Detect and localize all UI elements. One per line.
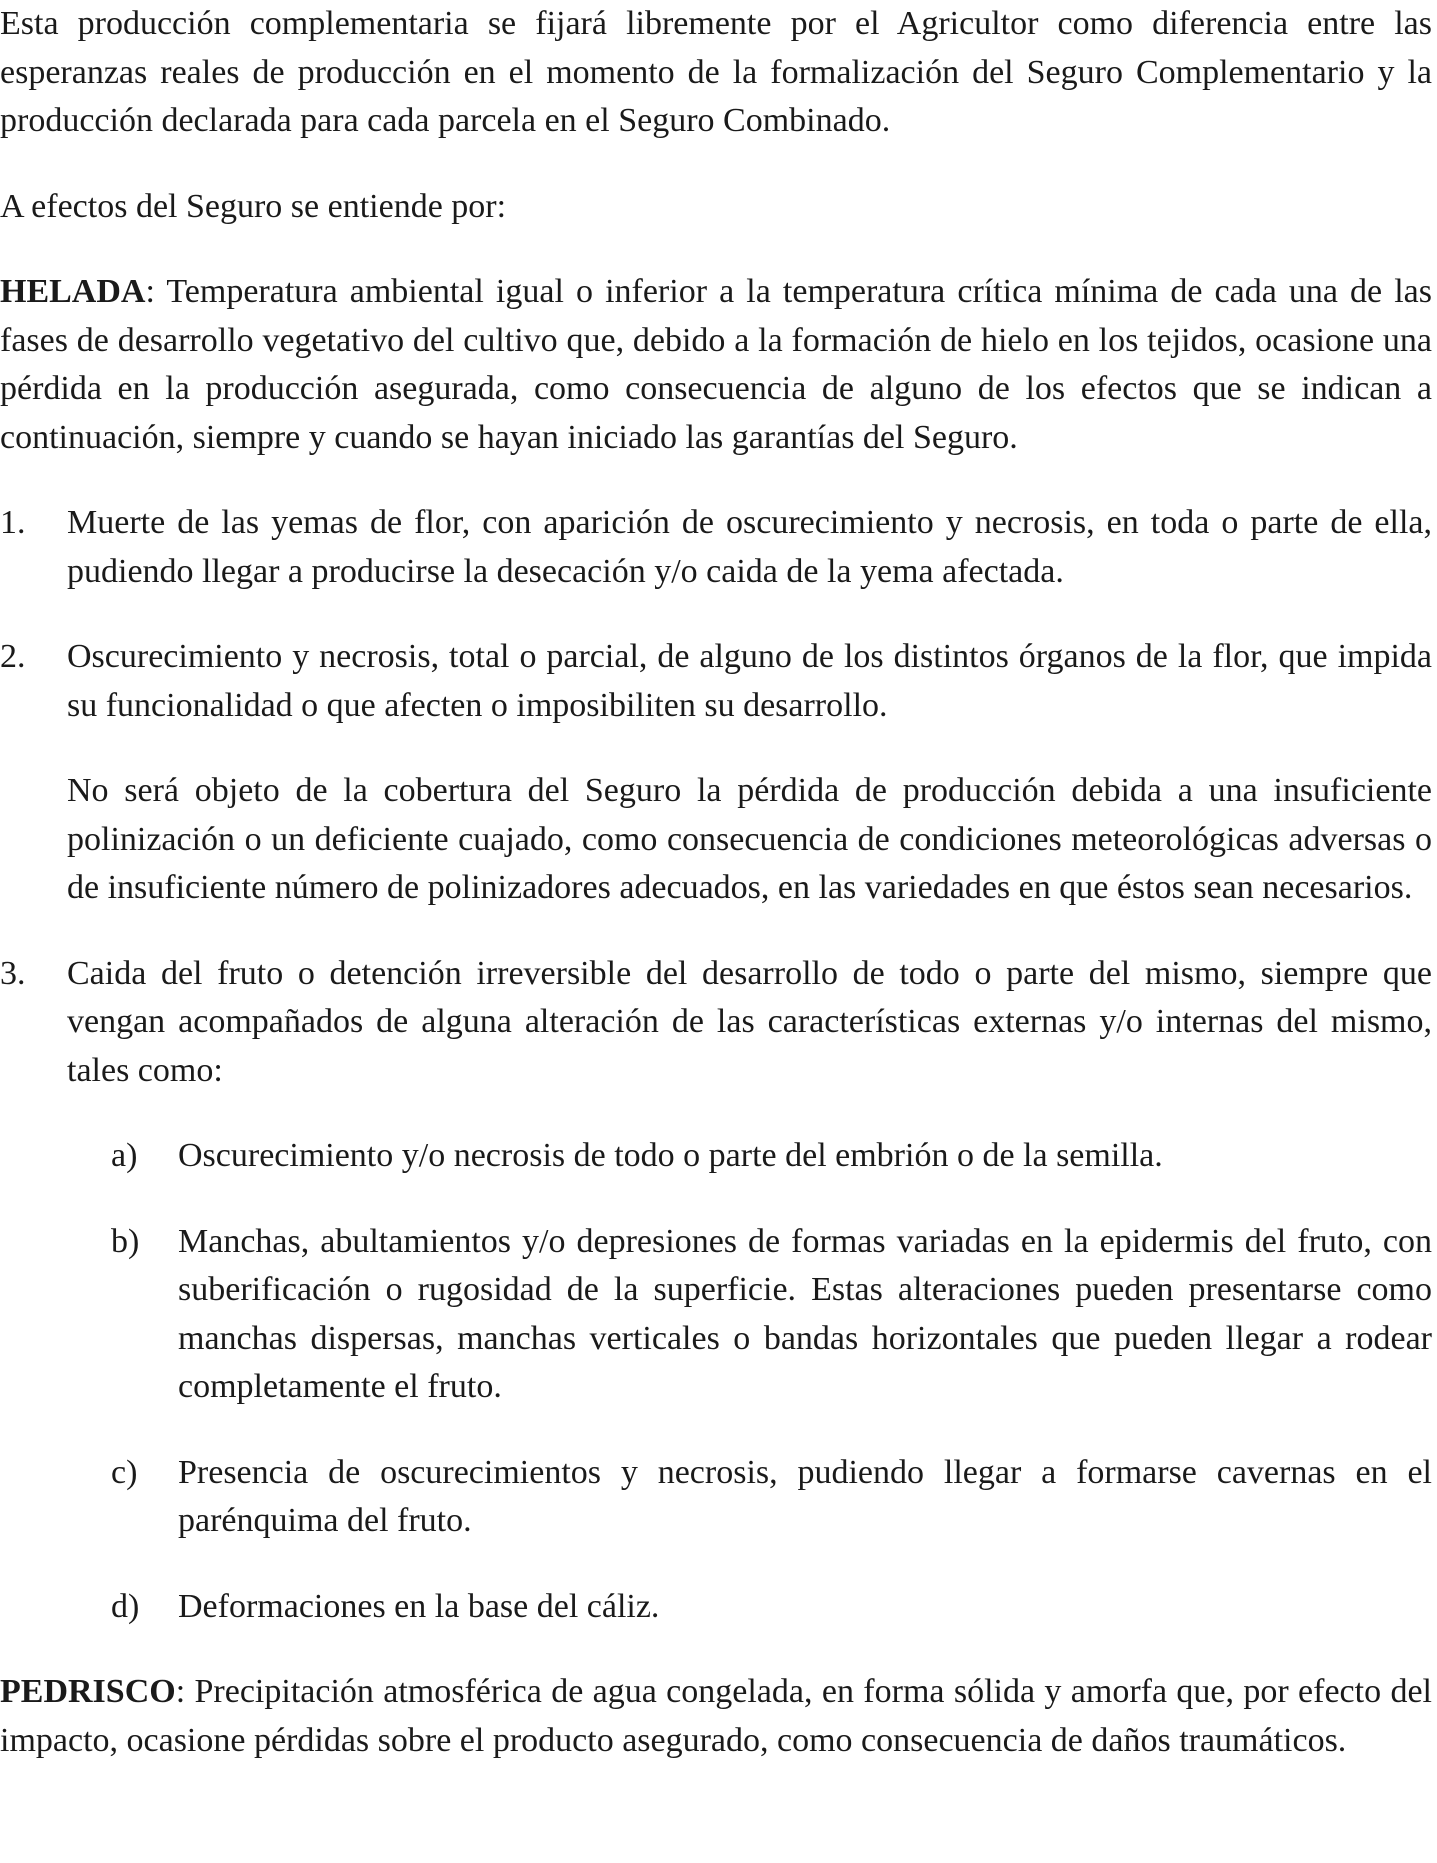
sub-item-a <box>0 1132 1432 1181</box>
sub-item-c <box>0 1449 1432 1546</box>
list-item-1 <box>0 499 1432 596</box>
sub-item-text: Presencia de oscurecimientos y necrosis, pudiendo llegar a formarse cavernas en el parénquima del fruto. <box>178 1453 1432 1539</box>
pedrisco-text: : Precipitación atmosférica de agua congelada, en forma sólida y amorfa que, por efecto del impacto, ocasione pérdidas sobre el producto asegurado, como consecuencia de daños traumáticos. <box>0 1673 1432 1759</box>
efectos-heading: A efectos del Seguro se entiende por: <box>0 187 507 225</box>
sub-item-b <box>0 1218 1432 1412</box>
helada-definition <box>0 268 1432 462</box>
list-item-text: Caida del fruto o detención irreversible del desarrollo de todo o parte del mismo, siempre que vengan acompañados de alguna alteración de las características externas y/o internas del mismo, tales como: <box>67 954 1432 1089</box>
sub-item-letter: b) <box>111 1222 140 1260</box>
list-item-number: 3. <box>0 954 26 992</box>
list-item-number: 2. <box>0 638 26 675</box>
helada-text: : Temperatura ambiental igual o inferior a la temperatura crítica mínima de cada una de las fases de desarrollo vegetativo del cultivo que, debido a la formación de hielo en los tejidos, ocasione una pérdida en la producción asegurada, como consecuencia de alguno de los efectos que se indican a continuación, siempre y cuando se hayan iniciado las garantías del Seguro. <box>0 273 1432 456</box>
sub-item-letter: c) <box>111 1453 138 1491</box>
pedrisco-definition <box>0 1668 1432 1765</box>
list-item-text: Oscurecimiento y necrosis, total o parcial, de alguno de los distintos órganos de la flor, que impida su funcionalidad o que afecten o imposibiliten su desarrollo. <box>67 638 1432 724</box>
intro-paragraph: Esta producción complementaria se fijará libremente por el Agricultor como diferencia entre las esperanzas reales de producción en el momento de la formalización del Seguro Complementario y la producción declarada para cada parcela en el Seguro Combinado. <box>0 5 1432 139</box>
sub-item-letter: d) <box>111 1587 140 1625</box>
list-item-2 <box>0 633 1432 730</box>
sub-item-text: Deformaciones en la base del cáliz. <box>178 1587 660 1625</box>
helada-term: HELADA <box>0 273 146 310</box>
list-item-3 <box>0 950 1432 1096</box>
list-item-number: 1. <box>0 504 26 541</box>
list-item-text: Muerte de las yemas de flor, con aparición de oscurecimiento y necrosis, en toda o parte de ella, pudiendo llegar a producirse la desecación y/o caida de la yema afectada. <box>67 504 1432 590</box>
sub-item-text: Manchas, abultamientos y/o depresiones de formas variadas en la epidermis del fruto, con suberificación o rugosidad de la superficie. Estas alteraciones pueden presentarse como manchas dispersas, manchas verticales o bandas horizontales que pueden llegar a rodear completamente el fruto. <box>178 1222 1432 1405</box>
exclusion-note: No será objeto de la cobertura del Seguro la pérdida de producción debida a una insuficiente polinización o un deficiente cuajado, como consecuencia de condiciones meteorológicas adversas o de insuficiente número de polinizadores adecuados, en las variedades en que éstos sean necesarios. <box>67 772 1432 906</box>
sub-item-d <box>0 1583 1432 1632</box>
pedrisco-term: PEDRISCO <box>0 1673 176 1710</box>
sub-item-text: Oscurecimiento y/o necrosis de todo o parte del embrión o de la semilla. <box>178 1137 1163 1174</box>
sub-item-letter: a) <box>111 1137 138 1174</box>
